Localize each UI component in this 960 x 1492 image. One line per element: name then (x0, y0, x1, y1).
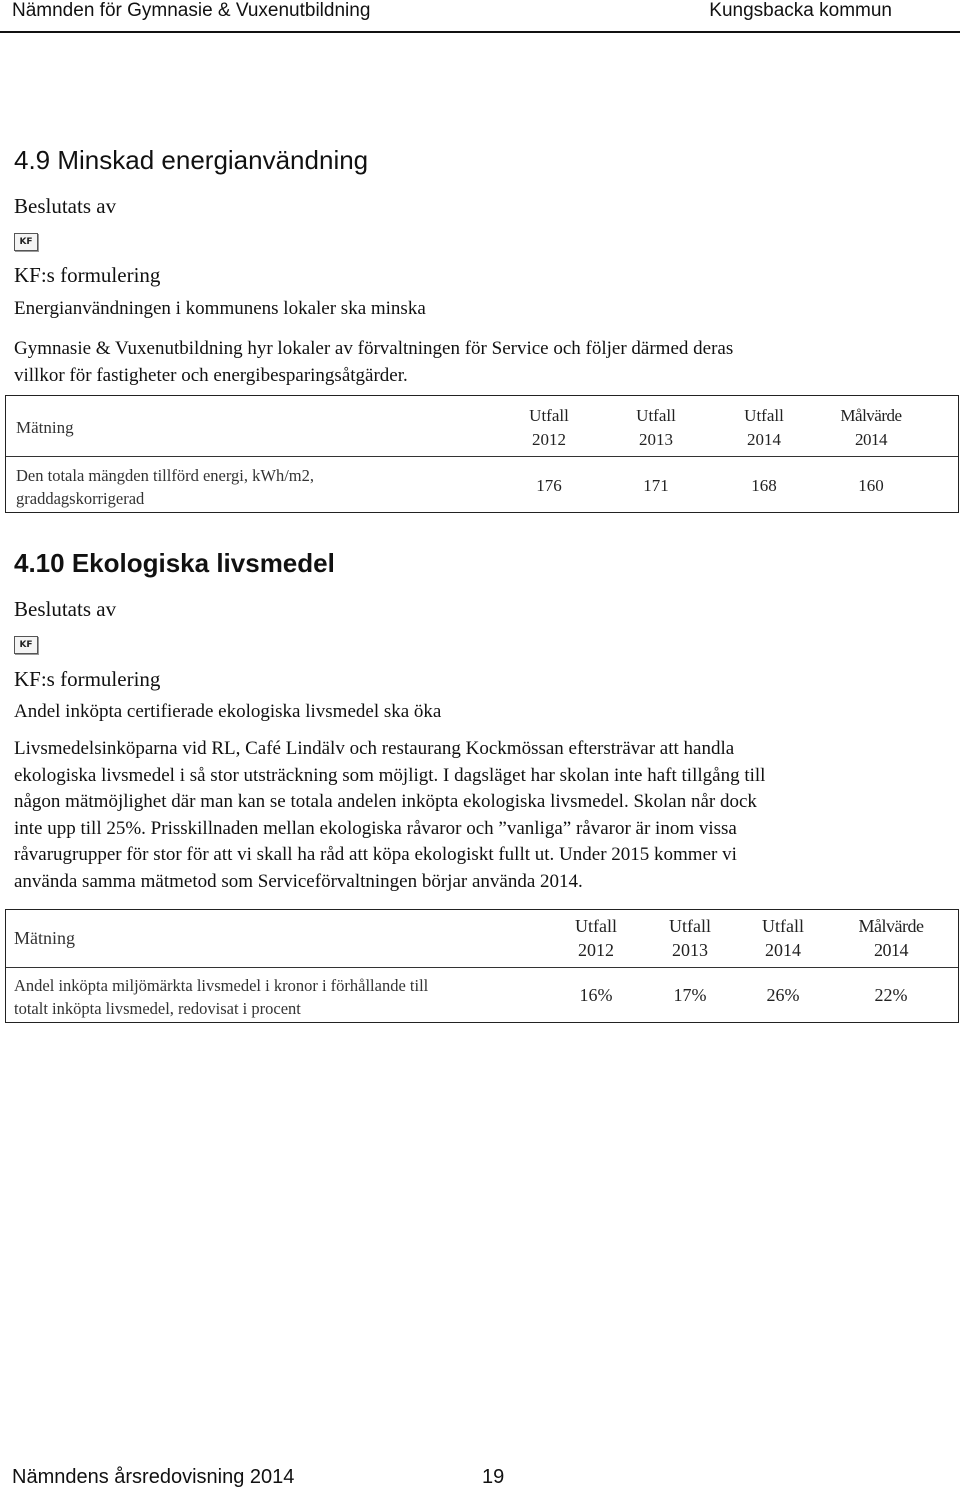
kf-icon: KF (14, 233, 38, 251)
formulation-heading: KF:s formulering (14, 263, 161, 287)
decided-by-heading: Beslutats av (14, 194, 117, 218)
value-cell: 171 (643, 476, 669, 495)
paragraph-line: använda samma mätmetod som Serviceförvaltningen börjar använda 2014. (14, 870, 583, 892)
table-divider (6, 456, 958, 457)
paragraph-line: ekologiska livsmedel i så stor utsträckning som möjligt. I dagsläget har skolan inte haft tillgång till (14, 764, 766, 786)
measurement-header: Mätning (14, 928, 75, 948)
column-header: Utfall 2013 (669, 916, 711, 960)
header-committee: Nämnden för Gymnasie & Vuxenutbildning (12, 0, 371, 21)
paragraph-line: Gymnasie & Vuxenutbildning hyr lokaler av förvaltningen för Service och följer därmed deras (14, 338, 734, 359)
paragraph-line: någon mätmöjlighet där man kan se totala andelen inköpta ekologiska livsmedel. Skolan når dock (14, 791, 757, 812)
value-cell: 17% (673, 985, 707, 1005)
column-header: Utfall 2012 (575, 916, 617, 960)
column-header: Målvärde 2014 (840, 406, 902, 449)
section-paragraph (14, 736, 954, 895)
page-header (0, 0, 960, 30)
value-cell: 22% (874, 985, 908, 1005)
formulation-text: Andel inköpta certifierade ekologiska livsmedel ska öka (14, 701, 442, 722)
measurement-table (5, 395, 959, 513)
column-header: Målvärde 2014 (858, 916, 924, 960)
column-header: Utfall 2013 (636, 406, 676, 449)
decided-by-heading: Beslutats av (14, 597, 117, 621)
value-cell: 160 (858, 476, 884, 495)
column-header: Utfall 2014 (744, 406, 784, 449)
kf-icon: KF (14, 636, 38, 654)
column-header: Utfall 2014 (762, 916, 804, 960)
row-label: Andel inköpta miljömärkta livsmedel i kronor i förhållande till totalt inköpta livsmedel, redovisat i procent (14, 976, 429, 1018)
paragraph-line: inte upp till 25%. Prisskillnaden mellan ekologiska råvaror och ”vanliga” råvaror är inom vissa (14, 817, 737, 839)
paragraph-line: råvarugrupper för stor för att vi skall ha råd att köpa ekologiskt fullt ut. Under 2015 kommer vi (14, 844, 737, 865)
section-title-4-10: 4.10 Ekologiska livsmedel (14, 548, 335, 578)
value-cell: 26% (766, 985, 800, 1005)
formulation-heading: KF:s formulering (14, 667, 161, 691)
formulation-text: Energianvändningen i kommunens lokaler ska minska (14, 298, 426, 319)
table-divider (6, 967, 958, 968)
paragraph-line: villkor för fastigheter och energibesparingsåtgärder. (14, 364, 408, 386)
measurement-header: Mätning (16, 418, 74, 437)
page-number: 19 (482, 1466, 505, 1488)
header-municipality: Kungsbacka kommun (709, 0, 892, 21)
section-paragraph (14, 336, 954, 389)
page-footer (12, 1466, 505, 1489)
header-rule (0, 31, 960, 33)
value-cell: 168 (751, 476, 777, 495)
value-cell: 176 (536, 476, 562, 495)
column-header: Utfall 2012 (529, 406, 569, 449)
footer-title: Nämndens årsredovisning 2014 (12, 1466, 295, 1488)
section-title-4-9: 4.9 Minskad energianvändning (14, 145, 369, 175)
paragraph-line: Livsmedelsinköparna vid RL, Café Lindälv och restaurang Kockmössan eftersträvar att handla (14, 738, 735, 759)
value-cell: 16% (579, 985, 613, 1005)
row-label: Den totala mängden tillförd energi, kWh/m2, graddagskorrigerad (16, 466, 314, 508)
measurement-table (5, 909, 959, 1023)
